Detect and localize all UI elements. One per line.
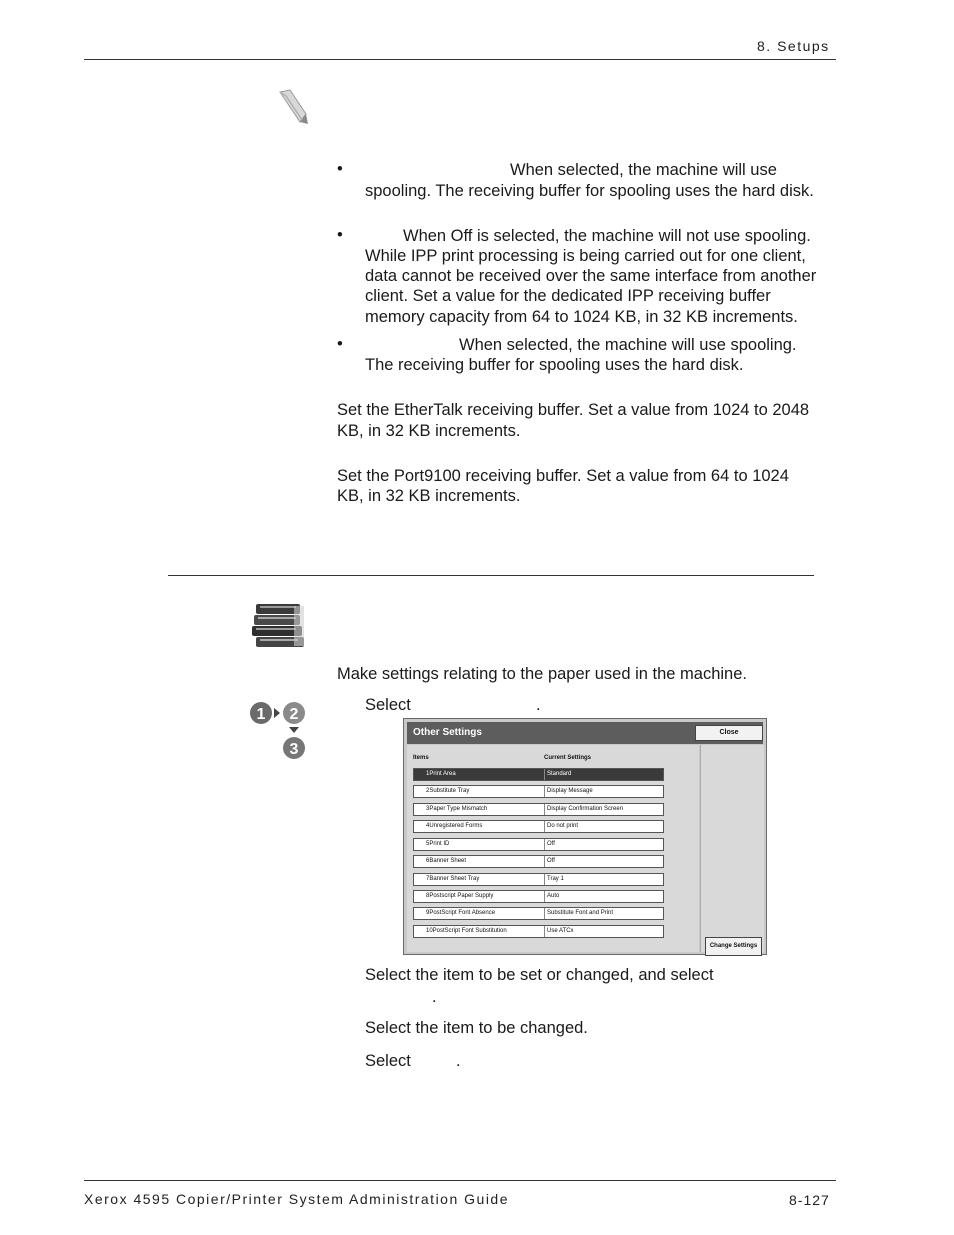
row-item: 2Substitute Tray [426, 788, 470, 794]
port9100-line-2: KB, in 32 KB increments. [337, 487, 521, 505]
row-item: 4Unregistered Forms [426, 823, 483, 829]
step-sequence-icon [248, 700, 310, 762]
header-rule [84, 59, 836, 60]
page-number: 8-127 [789, 1192, 830, 1208]
row-value: Substitute Font and Print [547, 910, 614, 916]
row-item: 8Postscript Paper Supply [426, 893, 494, 899]
bullet-1-line-1: When selected, the machine will use [510, 161, 777, 179]
row-separator [544, 804, 545, 815]
setting-row-print-area[interactable] [413, 768, 664, 781]
bullet-2-marker: • [337, 226, 343, 244]
settings-list [407, 745, 699, 952]
row-separator [544, 856, 545, 867]
row-separator [544, 839, 545, 850]
row-separator [544, 821, 545, 832]
svg-text:1: 1 [256, 706, 266, 723]
row-value: Tray 1 [547, 876, 564, 882]
other-settings-screen [403, 718, 767, 955]
bullet-2-line-3: data cannot be received over the same interface from another [365, 267, 817, 285]
bullet-1-marker: • [337, 160, 343, 178]
row-value: Off [547, 858, 555, 864]
bullet-3-line-2: The receiving buffer for spooling uses the hard disk. [365, 356, 744, 374]
svg-text:3: 3 [289, 741, 299, 758]
pencil-note-icon [276, 88, 310, 128]
step-4-end: . [456, 1052, 461, 1070]
row-value: Display Confirmation Screen [547, 806, 624, 812]
screen-side-panel [700, 745, 764, 952]
port9100-line-1: Set the Port9100 receiving buffer. Set a value from 64 to 1024 [337, 467, 789, 485]
footer-title: Xerox 4595 Copier/Printer System Administration Guide [84, 1191, 509, 1207]
step-4-text: Select [365, 1052, 411, 1070]
bullet-2-line-5: memory capacity from 64 to 1024 KB, in 32 KB increments. [365, 308, 798, 326]
row-item: 7Banner Sheet Tray [426, 876, 480, 882]
row-separator [544, 786, 545, 797]
row-item: 1Print Area [426, 771, 456, 777]
bullet-1-line-2: spooling. The receiving buffer for spooling uses the hard disk. [365, 182, 814, 200]
row-item: 5Print ID [426, 841, 450, 847]
row-item: 9PostScript Font Absence [426, 910, 496, 916]
bullet-3-marker: • [337, 335, 343, 353]
svg-text:2: 2 [289, 706, 299, 723]
setting-row-postscript-font-absence[interactable] [413, 907, 664, 920]
row-separator [544, 769, 545, 780]
step-1-end: . [536, 696, 541, 714]
row-value: Use ATCx [547, 928, 574, 934]
bullet-2-line-1: When Off is selected, the machine will not use spooling. [403, 227, 811, 245]
row-separator [544, 926, 545, 937]
row-value: Display Message [547, 788, 593, 794]
setting-row-postscript-font-substitution[interactable] [413, 925, 664, 938]
column-header-items: Items [413, 755, 429, 761]
setting-row-banner-sheet-tray[interactable] [413, 873, 664, 886]
row-item: 3Paper Type Mismatch [426, 806, 488, 812]
row-separator [544, 908, 545, 919]
screen-title-bar [407, 722, 763, 744]
row-value: Auto [547, 893, 560, 899]
step-2-line-1: Select the item to be set or changed, and select [365, 966, 714, 984]
bullet-2-line-2: While IPP print processing is being carried out for one client, [365, 247, 806, 265]
running-header: 8. Setups [757, 38, 830, 54]
setting-row-postscript-paper-supply[interactable] [413, 890, 664, 903]
row-separator [544, 891, 545, 902]
setting-row-paper-type-mismatch[interactable] [413, 803, 664, 816]
close-button[interactable]: Close [695, 725, 763, 741]
row-separator [544, 874, 545, 885]
ethertalk-line-1: Set the EtherTalk receiving buffer. Set a value from 1024 to 2048 [337, 401, 810, 419]
bullet-3-line-1: When selected, the machine will use spooling. [459, 336, 797, 354]
row-item: 10PostScript Font Substitution [426, 928, 507, 934]
setting-row-substitute-tray[interactable] [413, 785, 664, 798]
screen-title: Other Settings [413, 727, 482, 738]
footer-rule [84, 1180, 836, 1181]
paper-settings-intro: Make settings relating to the paper used in the machine. [337, 665, 747, 683]
row-value: Standard [547, 771, 572, 777]
bullet-2-line-4: client. Set a value for the dedicated IPP receiving buffer [365, 287, 771, 305]
section-rule [168, 575, 814, 576]
column-header-current: Current Settings [544, 755, 592, 761]
step-2-line-2: . [432, 988, 437, 1006]
step-1-text: Select [365, 696, 411, 714]
ethertalk-line-2: KB, in 32 KB increments. [337, 422, 521, 440]
setting-row-banner-sheet[interactable] [413, 855, 664, 868]
row-value: Do not print [547, 823, 579, 829]
change-settings-button[interactable]: Change Settings [705, 937, 762, 956]
row-item: 6Banner Sheet [426, 858, 467, 864]
setting-row-unregistered-forms[interactable] [413, 820, 664, 833]
row-value: Off [547, 841, 555, 847]
step-3-text: Select the item to be changed. [365, 1019, 588, 1037]
books-icon [250, 602, 308, 650]
setting-row-print-id[interactable] [413, 838, 664, 851]
